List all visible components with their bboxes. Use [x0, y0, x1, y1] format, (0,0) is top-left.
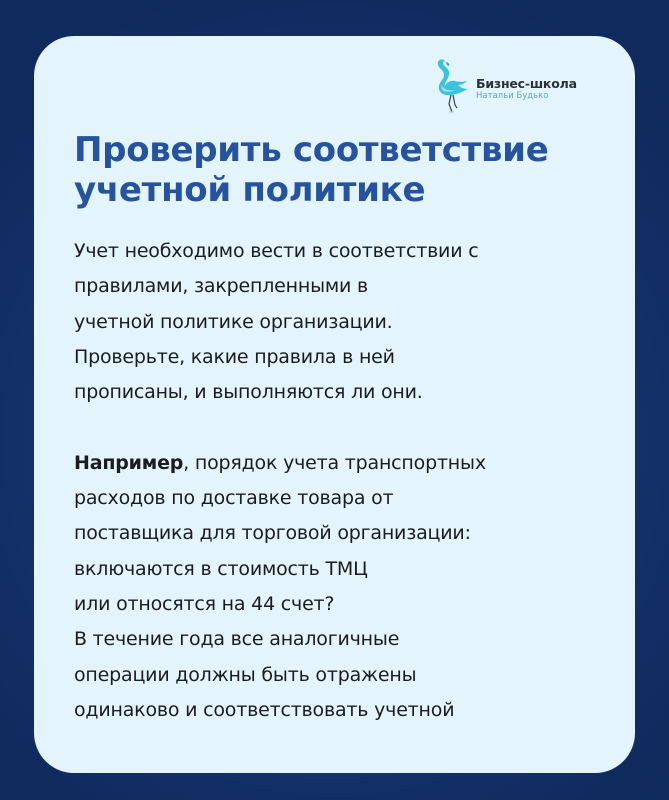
text-line: операции должны быть отражены: [74, 663, 417, 686]
title-line: Проверить соответствие: [74, 130, 549, 170]
text-line: В течение года все аналогичные: [74, 628, 400, 651]
example-lead: Например: [74, 451, 184, 474]
logo-title: Бизнес-школа: [476, 76, 577, 91]
text-line: поставщика для торговой организации:: [74, 522, 471, 545]
example-lead-rest: , порядок учета транспортных: [183, 451, 486, 474]
text-line: [74, 446, 624, 481]
page-title: [74, 130, 634, 210]
text-line: правилами, закрепленными в: [74, 275, 369, 298]
text-line: или относятся на 44 счет?: [74, 592, 335, 615]
text-line: расходов по доставке товара от: [74, 487, 394, 510]
flamingo-icon: [432, 56, 472, 118]
paragraph-gap: [74, 410, 624, 445]
brand-logo: [432, 56, 577, 118]
text-line: Учет необходимо вести в соответствии с: [74, 240, 479, 262]
text-line: одинаково и соответствовать учетной: [74, 698, 455, 721]
title-line: учетной политике: [74, 170, 426, 210]
body-text: [74, 234, 624, 728]
text-line: Проверьте, какие правила в ней: [74, 345, 395, 368]
paragraph-example: [74, 446, 624, 728]
logo-subtitle: Натальи Будько: [476, 91, 549, 101]
content-card: [34, 36, 635, 773]
text-line: включаются в стоимость ТМЦ: [74, 557, 368, 580]
paragraph-intro: [74, 234, 624, 410]
text-line: прописаны, и выполняются ли они.: [74, 381, 423, 404]
text-line: учетной политике организации.: [74, 310, 393, 333]
